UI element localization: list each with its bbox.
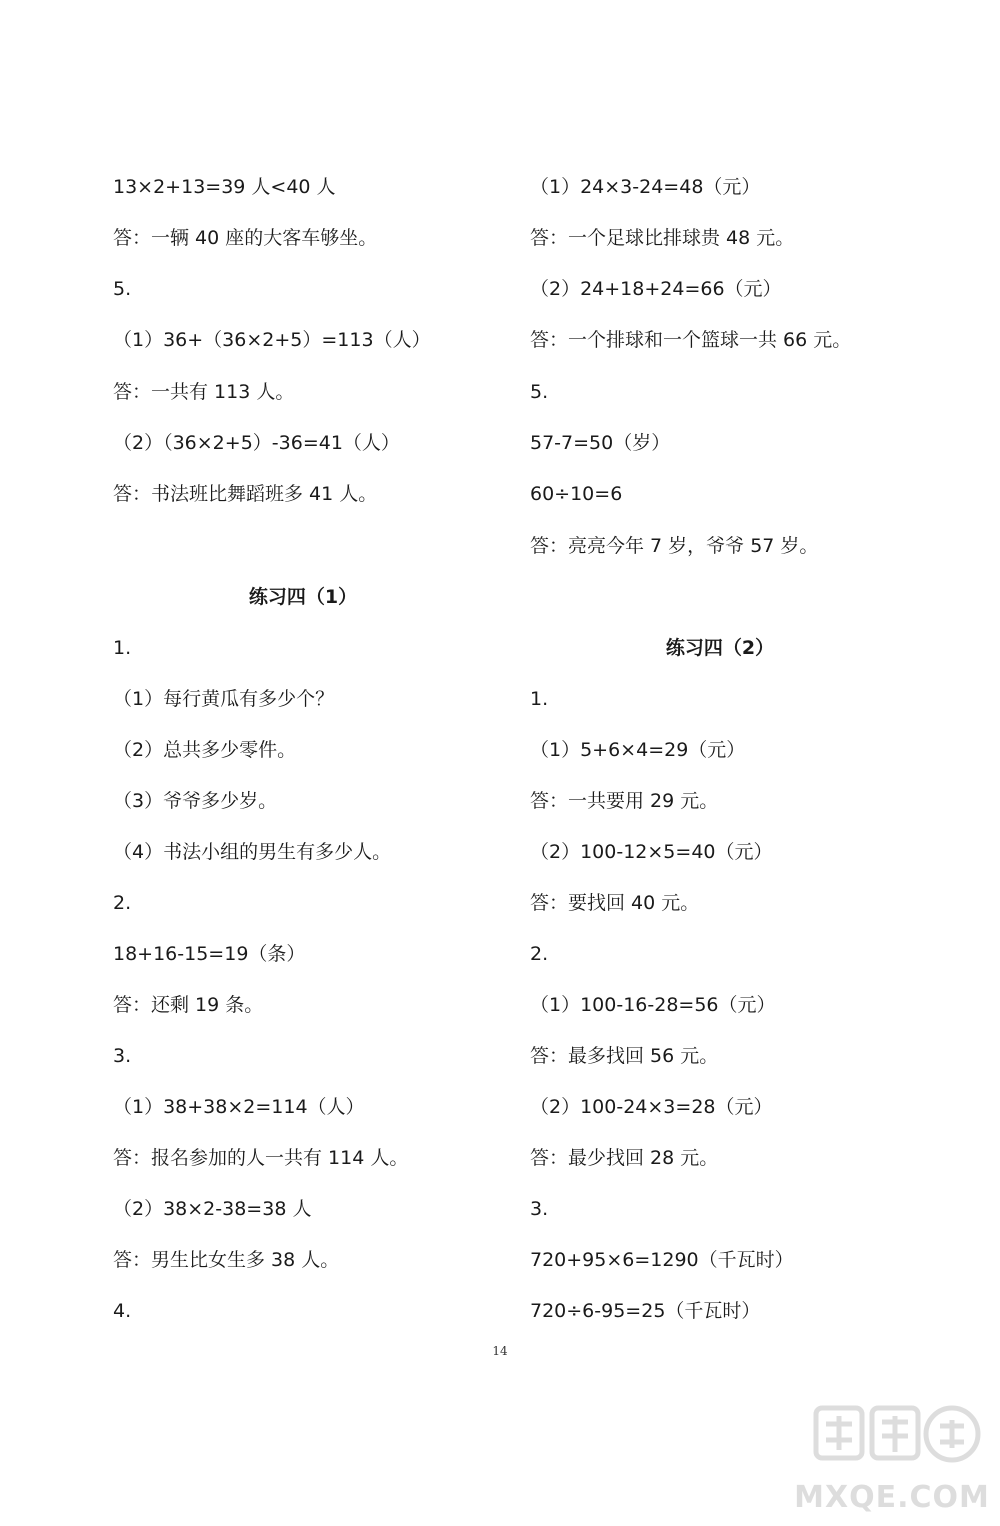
question-number: 3.: [113, 1045, 132, 1067]
answer-line: （4）书法小组的男生有多少人。: [113, 841, 392, 863]
answer-line: 13×2+13=39 人<40 人: [113, 176, 336, 198]
answer-line: 答：男生比女生多 38 人。: [113, 1249, 340, 1271]
answer-line: （2）（36×2+5）-36=41（人）: [113, 432, 400, 454]
watermark-logo-icon: [812, 1402, 982, 1474]
answer-line: 答：报名参加的人一共有 114 人。: [113, 1147, 409, 1169]
answer-line: （1）5+6×4=29（元）: [530, 739, 746, 761]
answer-line: 720+95×6=1290（千瓦时）: [530, 1249, 794, 1271]
answer-line: （1）36+（36×2+5）=113（人）: [113, 329, 431, 351]
answer-line: （1）38+38×2=114（人）: [113, 1096, 365, 1118]
answer-line: （3）爷爷多少岁。: [113, 790, 278, 812]
question-number: 2.: [113, 892, 132, 914]
answer-line: 18+16-15=19（条）: [113, 943, 306, 965]
question-number: 1.: [113, 637, 132, 659]
question-number: 1.: [530, 688, 549, 710]
answer-line: 答：亮亮今年 7 岁，爷爷 57 岁。: [530, 535, 819, 557]
answer-line: 答：一共要用 29 元。: [530, 790, 719, 812]
answer-line: （1）100-16-28=56（元）: [530, 994, 776, 1016]
answer-line: 答：还剩 19 条。: [113, 994, 264, 1016]
watermark: [792, 1402, 992, 1522]
question-number: 2.: [530, 943, 549, 965]
question-number: 3.: [530, 1198, 549, 1220]
answer-line: 答：一个排球和一个篮球一共 66 元。: [530, 329, 852, 351]
watermark-site: MXQE.COM: [794, 1480, 990, 1515]
answer-line: 答：最多找回 56 元。: [530, 1045, 719, 1067]
answer-line: （2）38×2-38=38 人: [113, 1198, 312, 1220]
answer-line: （2）100-12×5=40（元）: [530, 841, 773, 863]
answer-line: （2）100-24×3=28（元）: [530, 1096, 773, 1118]
answer-line: 720÷6-95=25（千瓦时）: [530, 1300, 761, 1322]
answer-line: 答：书法班比舞蹈班多 41 人。: [113, 483, 378, 505]
question-number: 5.: [530, 381, 549, 403]
answer-line: 60÷10=6: [530, 483, 623, 505]
question-number: 5.: [113, 278, 132, 300]
answer-line: （1）24×3-24=48（元）: [530, 176, 761, 198]
answer-line: 答：一辆 40 座的大客车够坐。: [113, 227, 378, 249]
question-number: 4.: [113, 1300, 132, 1322]
page-number: 14: [492, 1344, 508, 1358]
answer-line: 答：一个足球比排球贵 48 元。: [530, 227, 795, 249]
answer-line: （2）24+18+24=66（元）: [530, 278, 782, 300]
answer-line: 57-7=50（岁）: [530, 432, 671, 454]
section-heading: 练习四（2）: [665, 637, 775, 659]
section-heading: 练习四（1）: [248, 586, 358, 608]
answer-line: 答：最少找回 28 元。: [530, 1147, 719, 1169]
answer-line: （2）总共多少零件。: [113, 739, 297, 761]
answer-line: 答：要找回 40 元。: [530, 892, 700, 914]
answer-line: 答：一共有 113 人。: [113, 381, 295, 403]
answer-line: （1）每行黄瓜有多少个？: [113, 688, 335, 710]
